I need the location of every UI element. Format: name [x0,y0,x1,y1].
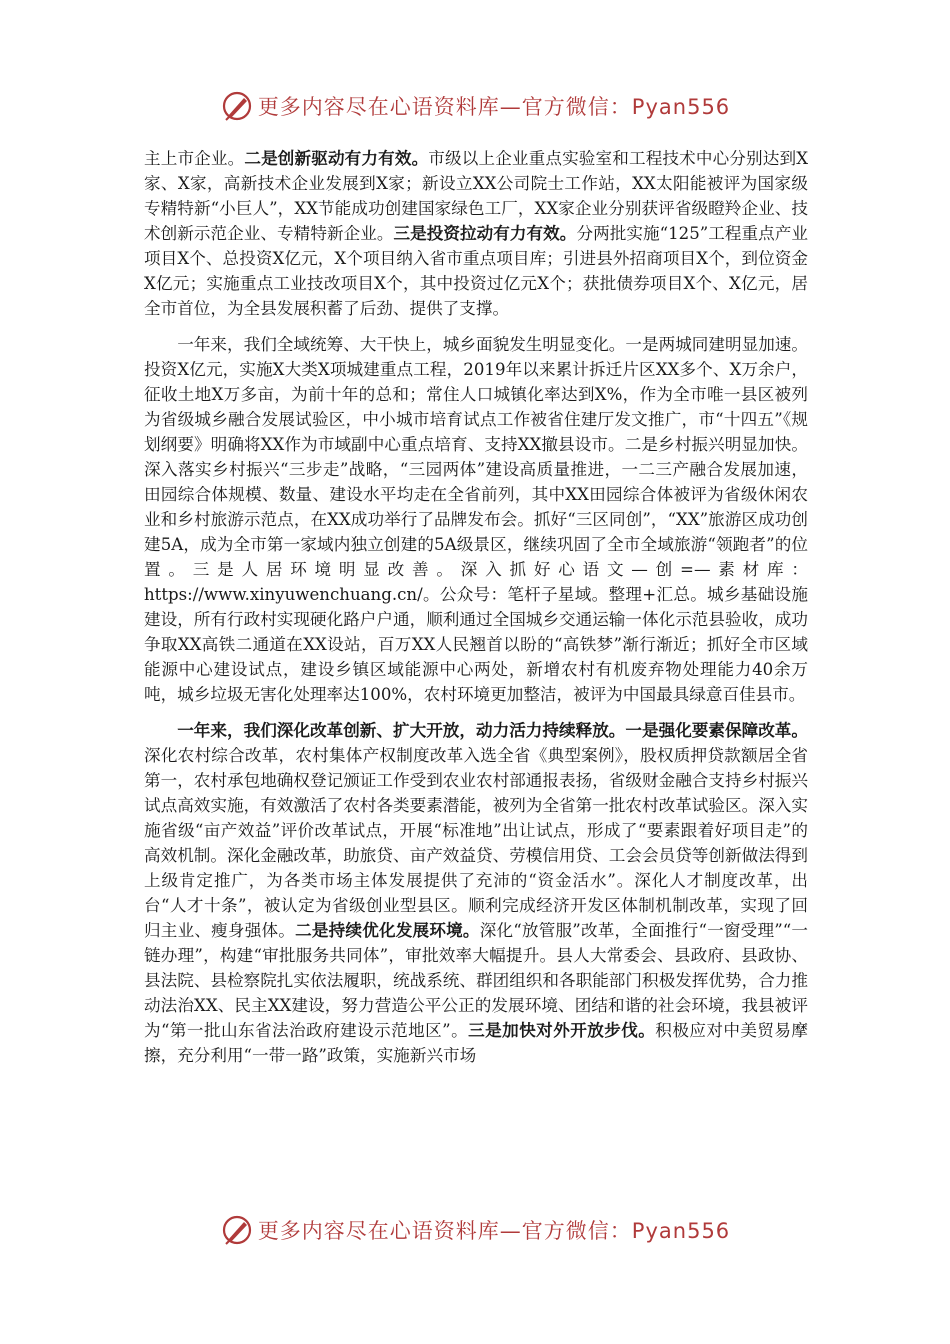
text-span: 积极应对中美贸易摩擦，充分利用“一带一路”政策，实施新兴市场 [144,1021,809,1065]
bold-heading-span: 三是加快对外开放步伐。 [468,1020,656,1040]
banner-text: 更多内容尽在心语资料库—官方微信：Pyan556 [257,95,731,119]
bold-heading-span: 二是持续优化发展环境。 [295,920,480,940]
pen-circle-logo-icon [220,1213,254,1247]
paragraph-3 [144,718,808,1068]
text-span: 分两批实施“125”工程重点产业项目X个、总投资X亿元，X个项目纳入省市重点项目库；引进县外招商项目X个，到位资金X亿元；实施重点工业技改项目X个，其中投资过亿元X个；获批债券项目X个、X亿元，居全市首位，为全县发展积蓄了后劲、提供了支撑。 [144,224,809,318]
paragraph-1 [144,146,808,321]
bold-heading-span: 二是创新驱动有力有效。 [244,148,429,168]
document-body [144,146,808,1079]
paragraph-2 [144,332,808,707]
bold-heading-span: 一年来，我们深化改革创新、扩大开放，动力活力持续释放。一是强化要素保障改革。 [177,720,808,740]
header-banner [0,86,950,126]
text-span: 主上市企业。 [144,149,245,168]
banner-text: 更多内容尽在心语资料库—官方微信：Pyan556 [257,1219,731,1243]
bold-heading-span: 三是投资拉动有力有效。 [393,223,577,243]
footer-banner [0,1210,950,1250]
pen-circle-logo-icon [220,89,254,123]
text-span: 市级以上企业重点实验室和工程技术中心分别达到X家、X家，高新技术企业发展到X家；新设立XX公司院士工作站，XX太阳能被评为国家级专精特新“小巨人”，XX节能成功创建国家绿色工厂，XX家企业分别获评省级瞪羚企业、技术创新示范企业、专精特新企业。 [144,149,809,243]
text-span: 深化“放管服”改革，全面推行“一窗受理”“一链办理”，构建“审批服务共同体”，审批效率大幅提升。县人大常委会、县政府、县政协、县法院、县检察院扎实依法履职，统战系统、群团组织和各职能部门积极发挥优势，合力推动法治XX、民主XX建设，努力营造公平公正的发展环境、团结和谐的社会环境，我县被评为“第一批山东省法治政府建设示范地区”。 [144,921,809,1040]
text-span: 一年来，我们全域统筹、大干快上，城乡面貌发生明显变化。一是两城同建明显加速。投资X亿元，实施X大类X项城建重点工程，2019年以来累计拆迁片区XX多个、X万余户，征收土地X万多亩，为前十年的总和；常住人口城镇化率达到X%，作为全市唯一县区被列为省级城乡融合发展试验区，中小城市培育试点工作被省住建厅发文推广，市“十四五”《规划纲要》明确将XX作为市域副中心重点培育、支持XX撤县设市。二是乡村振兴明显加快。深入落实乡村振兴“三步走”战略，“三园两体”建设高质量推进，一二三产融合发展加速，田园综合体规模、数量、建设水平均走在全省前列，其中XX田园综合体被评为省级休闲农业和乡村旅游示范点，在XX成功举行了品牌发布会。抓好“三区同创”，“XX”旅游区成功创建5A，成为全市第一家域内独立创建的5A级景区，继续巩固了全市全域旅游“领跑者”的位置。三是人居环境明显改善。深入抓好心语文—创=—素材库：https://www.xinyuwenchuang.cn/。公众号：笔杆子星域。整理+汇总。城乡基础设施建设，所有行政村实现硬化路户户通，顺利通过全国城乡交通运输一体化示范县验收，成功争取XX高铁二通道在XX设站，百万XX人民翘首以盼的“高铁梦”渐行渐近；抓好全市区域能源中心建设试点，建设乡镇区域能源中心两处，新增农村有机废弃物处理能力40余万吨，城乡垃圾无害化处理率达100%，农村环境更加整洁，被评为中国最具绿意百佳县市。 [144,335,808,704]
text-span: 深化农村综合改革，农村集体产权制度改革入选全省《典型案例》，股权质押贷款额居全省第一，农村承包地确权登记颁证工作受到农业农村部通报表扬，省级财金融合支持乡村振兴试点高效实施，有效激活了农村各类要素潜能，被列为全省第一批农村改革试验区。深入实施省级“亩产效益”评价改革试点，开展“标准地”出让试点，形成了“要素跟着好项目走”的高效机制。深化金融改革，助旅贷、亩产效益贷、劳模信用贷、工会会员贷等创新做法得到上级肯定推广，为各类市场主体发展提供了充沛的“资金活水”。深化人才制度改革，出台“人才十条”，被认定为省级创业型县区。顺利完成经济开发区体制机制改革，实现了回归主业、瘦身强体。 [144,746,808,940]
